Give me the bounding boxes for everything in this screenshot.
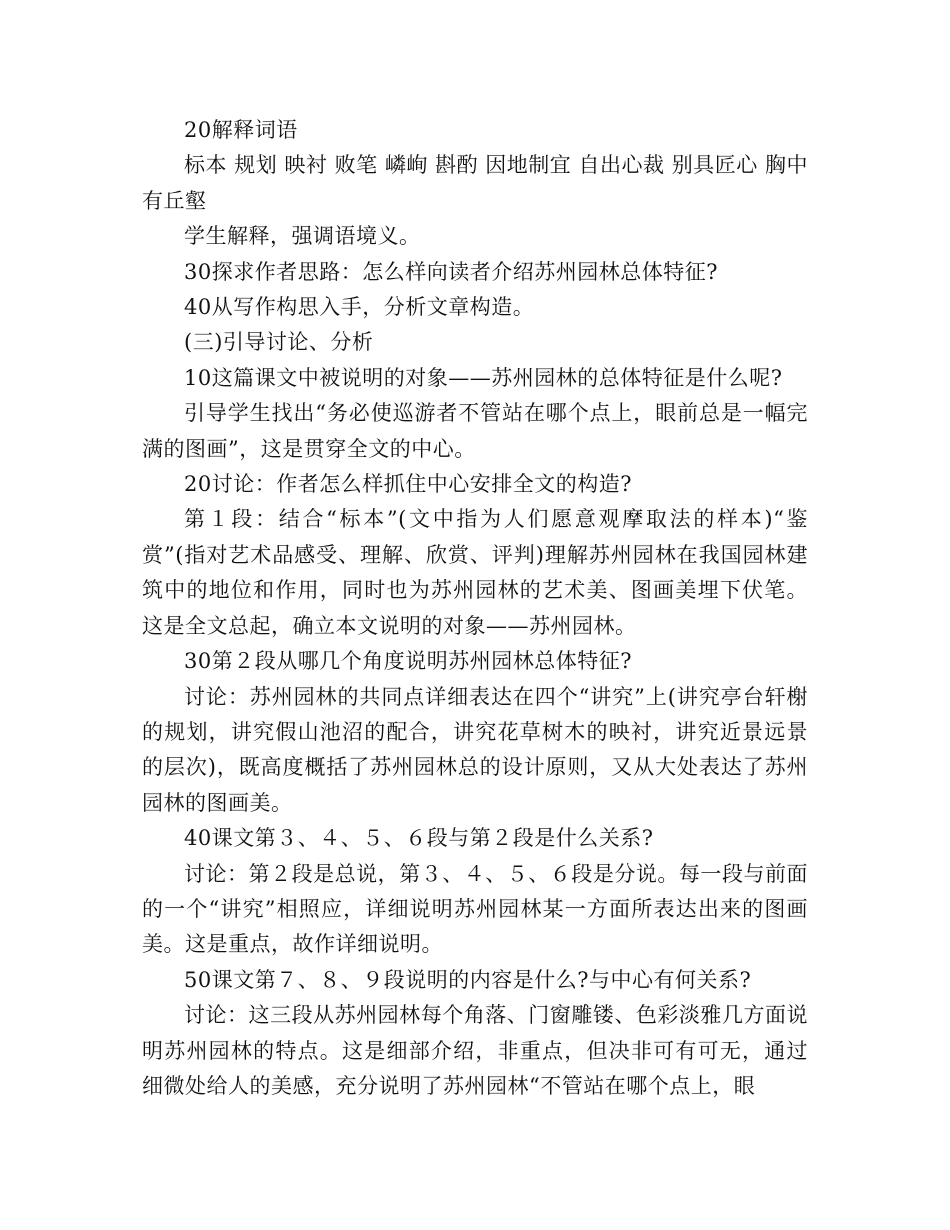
paragraph-explain-words: 20解释词语	[184, 118, 298, 142]
paragraph-guide-center: 引导学生找出“务必使巡游者不管站在哪个点上，眼前总是一幅完满的图画”，这是贯穿全文的中心。	[142, 401, 808, 461]
paragraph-question-1: 10这篇课文中被说明的对象——苏州园林的总体特征是什么呢?	[184, 365, 783, 390]
section-heading-discussion: (三)引导讨论、分析	[184, 330, 374, 355]
paragraph-writing-concept: 40从写作构思入手，分析文章构造。	[184, 295, 535, 320]
paragraph-discussion-4: 讨论：这三段从苏州园林每个角落、门窗雕镂、色彩淡雅几方面说明苏州园林的特点。这是细部介绍，非重点，但决非可有可无，通过细微处给人的美感，充分说明了苏州园林“不管站在哪个点上，眼	[142, 1003, 808, 1098]
paragraph-discussion-2: 讨论：苏州园林的共同点详细表达在四个“讲究”上(讲究亭台轩榭的规划，讲究假山池沼的配合，讲究花草树木的映衬，讲究近景远景的层次)，既高度概括了苏州园林总的设计原则，又从大处表达了苏州园林的图画美。	[142, 684, 808, 815]
paragraph-question-4: 40课文第３、４、５、６段与第２段是什么关系?	[184, 826, 654, 851]
paragraph-student-explain: 学生解释，强调语境义。	[184, 224, 421, 249]
paragraph-author-thinking: 30探求作者思路：怎么样向读者介绍苏州园林总体特征?	[184, 259, 718, 284]
paragraph-question-5: 50课文第７、８、９段说明的内容是什么?与中心有何关系?	[184, 967, 752, 992]
paragraph-question-3: 30第２段从哪几个角度说明苏州园林总体特征?	[184, 649, 632, 674]
document-body	[142, 113, 808, 1104]
paragraph-word-list: 标本 规划 映衬 败笔 嶙峋 斟酌 因地制宜 自出心裁 别具匠心 胸中有丘壑	[142, 153, 808, 213]
paragraph-section-1: 第１段：结合“标本”(文中指为人们愿意观摩取法的样本)“鉴赏”(指对艺术品感受、理解、欣赏、评判)理解苏州园林在我国园林建筑中的地位和作用，同时也为苏州园林的艺术美、图画美埋下伏笔。这是全文总起，确立本文说明的对象——苏州园林。	[142, 507, 808, 638]
paragraph-question-2: 20讨论：作者怎么样抓住中心安排全文的构造?	[184, 472, 632, 497]
paragraph-discussion-3: 讨论：第２段是总说，第３、４、５、６段是分说。每一段与前面的一个“讲究”相照应，详细说明苏州园林某一方面所表达出来的图画美。这是重点，故作详细说明。	[142, 861, 808, 957]
